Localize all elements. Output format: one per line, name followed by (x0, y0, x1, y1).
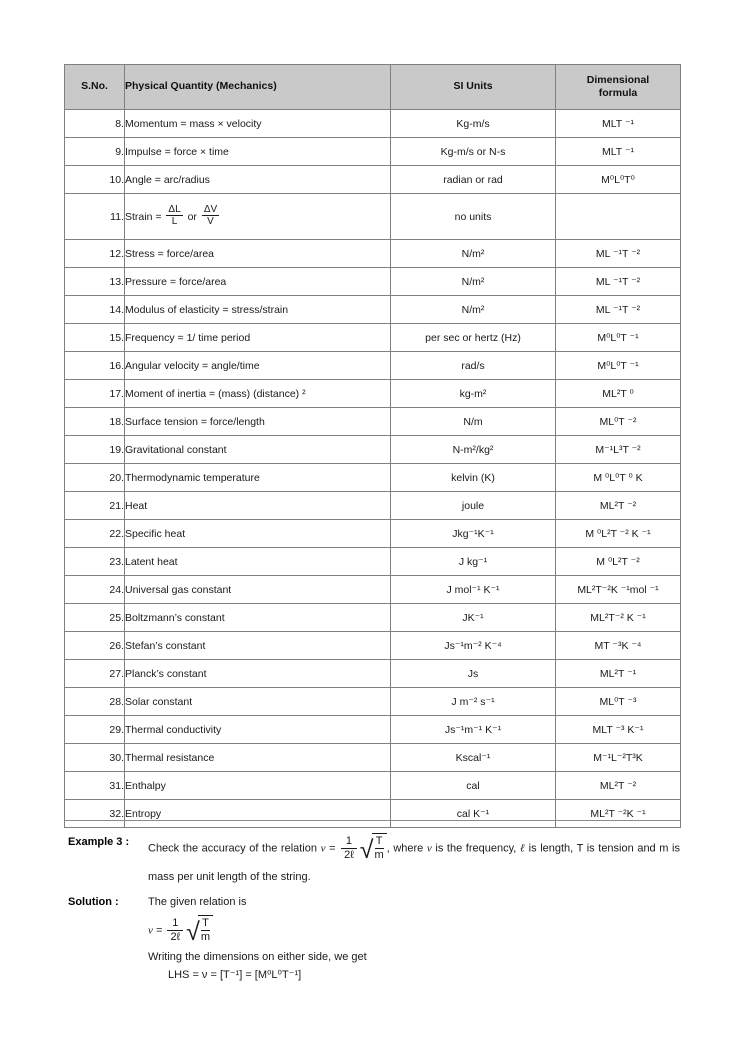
table-row (65, 380, 681, 408)
row-si-units: N/m² (391, 240, 556, 268)
row-si-units: joule (391, 492, 556, 520)
example-ell-symbol: ℓ (519, 842, 526, 855)
row-physical-quantity: Frequency = 1/ time period (125, 324, 391, 352)
solution-formula (148, 916, 213, 945)
row-physical-quantity: Gravitational constant (125, 436, 391, 464)
row-serial-number: 15. (65, 324, 125, 352)
solution-radicand-numerator: T (202, 917, 209, 929)
row-dimensional-formula: M⁰L⁰T ⁻¹ (556, 352, 681, 380)
row-serial-number: 25. (65, 604, 125, 632)
solution-fraction (167, 917, 183, 944)
row-dimensional-formula: ML⁰T ⁻² (556, 408, 681, 436)
row-physical-quantity: Heat (125, 492, 391, 520)
row-serial-number: 13. (65, 268, 125, 296)
example-fraction-denominator: 2ℓ (341, 848, 357, 862)
table-row (65, 604, 681, 632)
table-header-row (65, 65, 681, 110)
example-label: Example 3 : (68, 836, 130, 848)
row-si-units: N-m²/kg² (391, 436, 556, 464)
row-physical-quantity: Enthalpy (125, 772, 391, 800)
row-serial-number: 11. (65, 194, 125, 240)
row-dimensional-formula: M⁰L⁰T⁰ (556, 166, 681, 194)
table-row (65, 548, 681, 576)
example-equals: = (325, 842, 340, 855)
row-si-units: JK⁻¹ (391, 604, 556, 632)
row-serial-number: 14. (65, 296, 125, 324)
row-physical-quantity: Specific heat (125, 520, 391, 548)
row-serial-number: 12. (65, 240, 125, 268)
row-physical-quantity: Angle = arc/radius (125, 166, 391, 194)
row-dimensional-formula (556, 194, 681, 240)
row-physical-quantity: Boltzmann’s constant (125, 604, 391, 632)
row-serial-number: 18. (65, 408, 125, 436)
table-row (65, 240, 681, 268)
row-physical-quantity: Surface tension = force/length (125, 408, 391, 436)
row-dimensional-formula: ML²T ⁻² (556, 492, 681, 520)
row-dimensional-formula: M ⁰L²T ⁻² K ⁻¹ (556, 520, 681, 548)
row-dimensional-formula: M⁻¹L⁻²T³K (556, 744, 681, 772)
row-dimensional-formula: ML²T⁻² K ⁻¹ (556, 604, 681, 632)
row-physical-quantity: Solar constant (125, 688, 391, 716)
section-divider (64, 820, 680, 821)
example-square-root (360, 834, 387, 863)
row-si-units: cal K⁻¹ (391, 800, 556, 828)
row-si-units: Js⁻¹m⁻¹ K⁻¹ (391, 716, 556, 744)
row-physical-quantity: Stefan’s constant (125, 632, 391, 660)
solution-square-root (186, 916, 213, 945)
column-header-si-units: SI Units (391, 65, 556, 110)
table-row (65, 138, 681, 166)
table-row (65, 296, 681, 324)
row-si-units: Kg-m/s or N-s (391, 138, 556, 166)
row-si-units: N/m² (391, 296, 556, 324)
table-row (65, 408, 681, 436)
row-si-units: kelvin (K) (391, 464, 556, 492)
row-si-units: J kg⁻¹ (391, 548, 556, 576)
example-radicand-denominator: m (374, 849, 384, 862)
row-serial-number: 9. (65, 138, 125, 166)
table-row (65, 194, 681, 240)
row-dimensional-formula: ML²T ⁻¹ (556, 660, 681, 688)
row-serial-number: 8. (65, 110, 125, 138)
row-dimensional-formula: ML²T ⁰ (556, 380, 681, 408)
row-dimensional-formula: ML ⁻¹T ⁻² (556, 268, 681, 296)
example-text-part1: Check the accuracy of the relation (148, 842, 321, 855)
row-serial-number: 29. (65, 716, 125, 744)
solution-line-2: Writing the dimensions on either side, we get (148, 951, 367, 963)
table-row (65, 520, 681, 548)
row-si-units: Js (391, 660, 556, 688)
row-dimensional-formula: M ⁰L²T ⁻² (556, 548, 681, 576)
table-row (65, 744, 681, 772)
table-row (65, 464, 681, 492)
example-fraction (341, 835, 357, 862)
dimensional-header-line1: Dimensional (586, 73, 650, 86)
table-row (65, 166, 681, 194)
table-row (65, 716, 681, 744)
row-dimensional-formula: ML²T⁻²K ⁻¹mol ⁻¹ (556, 576, 681, 604)
row-serial-number: 31. (65, 772, 125, 800)
solution-equals: = (152, 924, 166, 937)
solution-line-1: The given relation is (148, 896, 247, 908)
row-physical-quantity: Stress = force/area (125, 240, 391, 268)
row-serial-number: 17. (65, 380, 125, 408)
row-physical-quantity: Universal gas constant (125, 576, 391, 604)
dimensional-formula-table-container (64, 64, 680, 828)
table-header (65, 65, 681, 110)
solution-lhs-line: LHS = ν = [T⁻¹] = [M⁰L⁰T⁻¹] (168, 969, 302, 981)
solution-expression (165, 916, 213, 945)
table-row (65, 576, 681, 604)
row-si-units: J m⁻² s⁻¹ (391, 688, 556, 716)
table-row (65, 492, 681, 520)
row-dimensional-formula: ML ⁻¹T ⁻² (556, 296, 681, 324)
solution-fraction-denominator: 2ℓ (167, 930, 183, 944)
row-dimensional-formula: M ⁰L⁰T ⁰ K (556, 464, 681, 492)
row-si-units: Kg-m/s (391, 110, 556, 138)
row-serial-number: 27. (65, 660, 125, 688)
strain-frac2-numerator: ΔV (203, 203, 218, 215)
row-serial-number: 19. (65, 436, 125, 464)
row-serial-number: 22. (65, 520, 125, 548)
row-si-units: N/m (391, 408, 556, 436)
row-dimensional-formula: ML²T ⁻² (556, 772, 681, 800)
table-row (65, 324, 681, 352)
row-serial-number: 32. (65, 800, 125, 828)
example-radicand (372, 833, 387, 862)
table-row (65, 268, 681, 296)
strain-frac1-denominator: L (166, 215, 182, 228)
row-physical-quantity (125, 194, 391, 240)
example-formula (339, 834, 387, 863)
row-physical-quantity: Thermal resistance (125, 744, 391, 772)
row-dimensional-formula: MT ⁻³K ⁻⁴ (556, 632, 681, 660)
row-si-units: no units (391, 194, 556, 240)
row-serial-number: 21. (65, 492, 125, 520)
row-serial-number: 10. (65, 166, 125, 194)
row-serial-number: 30. (65, 744, 125, 772)
row-serial-number: 24. (65, 576, 125, 604)
row-si-units: J mol⁻¹ K⁻¹ (391, 576, 556, 604)
radical-sign-icon: √ (186, 917, 200, 946)
strain-frac1-numerator: ΔL (168, 203, 181, 215)
strain-fraction-2 (202, 204, 219, 228)
row-dimensional-formula: ML ⁻¹T ⁻² (556, 240, 681, 268)
example-fraction-numerator: 1 (345, 835, 352, 847)
solution-label: Solution : (68, 896, 119, 908)
example-nu-symbol: ν (320, 842, 326, 855)
table-row (65, 352, 681, 380)
column-header-quantity: Physical Quantity (Mechanics) (125, 65, 391, 110)
row-physical-quantity: Modulus of elasticity = stress/strain (125, 296, 391, 324)
row-si-units: kg-m² (391, 380, 556, 408)
table-row (65, 660, 681, 688)
example-text-part4: is length, T is tension and m is mass per unit length of the string. (148, 842, 680, 884)
table-row (65, 800, 681, 828)
row-serial-number: 26. (65, 632, 125, 660)
example-text-part2: , where (386, 842, 427, 855)
row-dimensional-formula: MLT ⁻¹ (556, 138, 681, 166)
solution-fraction-numerator: 1 (172, 917, 179, 929)
table-row (65, 632, 681, 660)
row-physical-quantity: Thermal conductivity (125, 716, 391, 744)
row-si-units: Jkg⁻¹K⁻¹ (391, 520, 556, 548)
row-si-units: Kscal⁻¹ (391, 744, 556, 772)
solution-nu-symbol: ν (148, 924, 153, 937)
row-serial-number: 20. (65, 464, 125, 492)
row-physical-quantity: Pressure = force/area (125, 268, 391, 296)
example-text-part3: is the frequency, (431, 842, 520, 855)
example-nu-symbol-2: ν (426, 842, 432, 855)
row-dimensional-formula: MLT ⁻³ K⁻¹ (556, 716, 681, 744)
solution-radicand-denominator: m (200, 931, 211, 944)
example-body-text (148, 834, 680, 891)
row-dimensional-formula: M⁰L⁰T ⁻¹ (556, 324, 681, 352)
strain-fraction-1 (166, 204, 182, 228)
row-dimensional-formula: ML²T ⁻²K ⁻¹ (556, 800, 681, 828)
solution-radicand (198, 915, 213, 944)
strain-frac2-denominator: V (202, 215, 219, 228)
table-row (65, 688, 681, 716)
table-row (65, 436, 681, 464)
row-physical-quantity: Latent heat (125, 548, 391, 576)
row-dimensional-formula: ML⁰T ⁻³ (556, 688, 681, 716)
row-physical-quantity: Thermodynamic temperature (125, 464, 391, 492)
table-row (65, 110, 681, 138)
row-serial-number: 16. (65, 352, 125, 380)
row-si-units: Js⁻¹m⁻² K⁻⁴ (391, 632, 556, 660)
example-radicand-numerator: T (375, 835, 383, 847)
strain-connector: or (184, 210, 200, 223)
table-body (65, 110, 681, 828)
row-serial-number: 23. (65, 548, 125, 576)
row-si-units: cal (391, 772, 556, 800)
row-si-units: per sec or hertz (Hz) (391, 324, 556, 352)
column-header-dimensional-formula (556, 65, 681, 110)
row-si-units: N/m² (391, 268, 556, 296)
table-row (65, 772, 681, 800)
column-header-sno: S.No. (65, 65, 125, 110)
row-physical-quantity: Moment of inertia = (mass) (distance) ² (125, 380, 391, 408)
row-dimensional-formula: M⁻¹L³T ⁻² (556, 436, 681, 464)
row-serial-number: 28. (65, 688, 125, 716)
strain-prefix: Strain = (125, 210, 165, 223)
row-dimensional-formula: MLT ⁻¹ (556, 110, 681, 138)
dimensional-header-line2: formula (598, 87, 638, 99)
row-physical-quantity: Planck’s constant (125, 660, 391, 688)
row-physical-quantity: Entropy (125, 800, 391, 828)
dimensional-formula-table (64, 64, 681, 828)
row-si-units: rad/s (391, 352, 556, 380)
row-si-units: radian or rad (391, 166, 556, 194)
row-physical-quantity: Momentum = mass × velocity (125, 110, 391, 138)
row-physical-quantity: Impulse = force × time (125, 138, 391, 166)
radical-sign-icon: √ (359, 835, 374, 864)
row-physical-quantity: Angular velocity = angle/time (125, 352, 391, 380)
